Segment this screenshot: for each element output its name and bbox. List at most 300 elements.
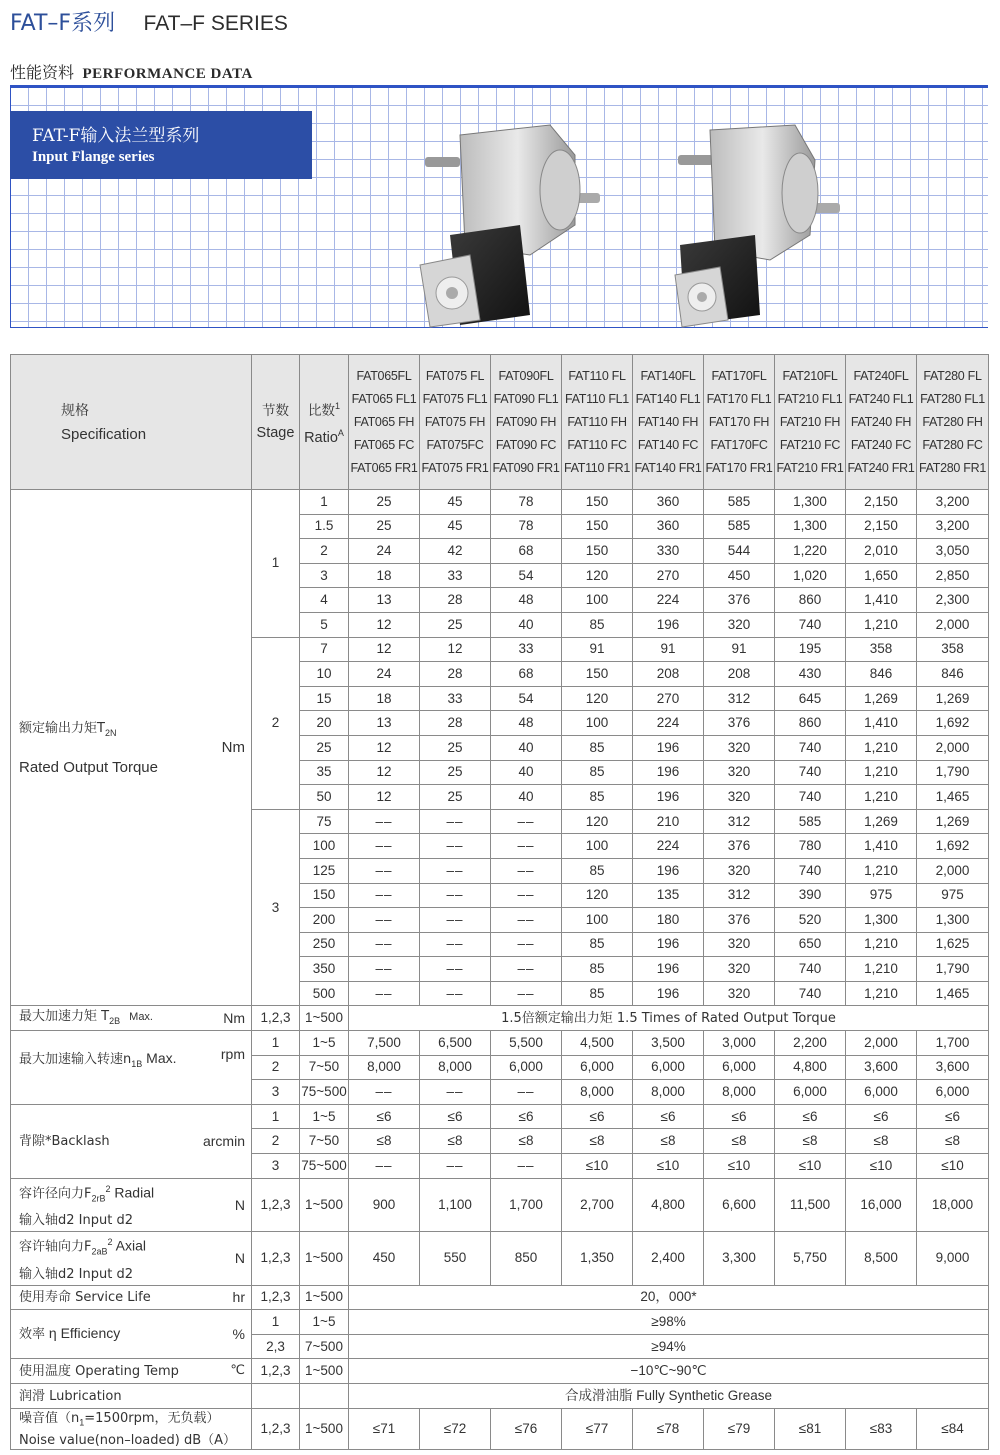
value-cell: ≤6 — [846, 1104, 917, 1129]
axial-unit: N — [234, 1250, 245, 1267]
value-cell: 550 — [420, 1232, 491, 1285]
model-name: FAT140FL — [640, 368, 696, 383]
radial-label-input: 输入轴d2 Input d2 — [19, 1213, 133, 1229]
value-cell: 196 — [633, 957, 704, 982]
value-cell: 312 — [704, 883, 775, 908]
value-cell: 1,410 — [846, 588, 917, 613]
ratio-cell: 25 — [300, 735, 349, 760]
stage-cell: 2,3 — [252, 1334, 300, 1359]
section-title-en: PERFORMANCE DATA — [82, 66, 253, 82]
value-cell: 1,790 — [917, 957, 989, 982]
value-cell: 270 — [633, 686, 704, 711]
model-name: FAT240 FL1 — [848, 391, 914, 406]
value-cell: 100 — [562, 588, 633, 613]
stage-cell: 1 — [252, 1104, 300, 1129]
model-header — [775, 355, 846, 490]
model-name: FAT065 FL1 — [351, 391, 417, 406]
value-cell: 850 — [491, 1232, 562, 1285]
value-cell: 2,300 — [917, 588, 989, 613]
value-cell: –– — [349, 883, 420, 908]
axial-sup: 2 — [107, 1237, 113, 1248]
model-header — [562, 355, 633, 490]
value-cell: ≤10 — [704, 1154, 775, 1179]
model-header — [846, 355, 917, 490]
value-cell: 196 — [633, 981, 704, 1006]
value-cell: 3,300 — [704, 1232, 775, 1285]
value-cell: –– — [420, 834, 491, 859]
value-cell: ≤6 — [704, 1104, 775, 1129]
value-cell: 13 — [349, 588, 420, 613]
value-cell: 1,100 — [420, 1178, 491, 1231]
model-header — [704, 355, 775, 490]
value-cell: 1,210 — [846, 612, 917, 637]
value-cell: 6,000 — [775, 1080, 846, 1105]
model-name: FAT065 FC — [353, 437, 415, 452]
ratio-cell: 250 — [300, 932, 349, 957]
value-cell: 150 — [562, 539, 633, 564]
value-cell: 28 — [420, 588, 491, 613]
value-cell: –– — [420, 908, 491, 933]
value-cell: 40 — [491, 612, 562, 637]
ratio-header-en: Ratio — [304, 429, 338, 446]
value-cell: 85 — [562, 981, 633, 1006]
value-cell: 6,500 — [420, 1031, 491, 1056]
model-name: FAT280 FL1 — [920, 391, 985, 406]
operating-temp-unit: ℃ — [230, 1363, 245, 1379]
value-cell: 8,500 — [846, 1232, 917, 1285]
value-cell: 1,210 — [846, 932, 917, 957]
value-cell: –– — [491, 834, 562, 859]
value-cell: –– — [349, 908, 420, 933]
value-cell: 1,269 — [846, 809, 917, 834]
model-name: FAT065 FH — [353, 414, 415, 429]
value-cell: 25 — [349, 490, 420, 515]
ratio-cell: 1~500 — [300, 1232, 349, 1285]
model-header — [420, 355, 491, 490]
value-cell: ≤84 — [917, 1408, 989, 1450]
ratio-cell: 75 — [300, 809, 349, 834]
value-cell: 210 — [633, 809, 704, 834]
value-cell: –– — [349, 834, 420, 859]
value-cell: 2,850 — [917, 563, 989, 588]
ratio-cell: 1~500 — [300, 1408, 349, 1450]
model-name: FAT140 FR1 — [634, 460, 702, 475]
value-cell: 3,600 — [917, 1055, 989, 1080]
ratio-cell: 1.5 — [300, 514, 349, 539]
value-cell: 360 — [633, 490, 704, 515]
section-title — [10, 60, 253, 83]
value-cell: 33 — [420, 563, 491, 588]
value-cell: 85 — [562, 785, 633, 810]
value-cell: 320 — [704, 760, 775, 785]
value-cell: 846 — [917, 662, 989, 687]
rated-torque-unit: Nm — [221, 738, 245, 756]
model-name: FAT065 FR1 — [350, 460, 418, 475]
value-cell: 320 — [704, 785, 775, 810]
model-name: FAT110 FR1 — [563, 460, 630, 475]
ratio-cell: 150 — [300, 883, 349, 908]
value-cell: ≤77 — [562, 1408, 633, 1450]
table-row — [11, 355, 989, 490]
input-speed-sub: 1B — [131, 1058, 143, 1069]
stage-cell: 1 — [252, 1031, 300, 1056]
model-name: FAT065FL — [356, 368, 412, 383]
value-cell: 12 — [349, 735, 420, 760]
value-cell: 3,000 — [704, 1031, 775, 1056]
value-cell: 48 — [491, 711, 562, 736]
value-cell: 2,400 — [633, 1232, 704, 1285]
table-row — [11, 1006, 989, 1031]
stage-cell: 1 — [252, 490, 300, 638]
value-cell: –– — [491, 908, 562, 933]
value-cell: 320 — [704, 735, 775, 760]
value-cell: 1,790 — [917, 760, 989, 785]
value-cell: 1,300 — [775, 514, 846, 539]
value-cell: ≤10 — [633, 1154, 704, 1179]
model-name: FAT075FC — [426, 437, 484, 452]
value-cell: 224 — [633, 711, 704, 736]
model-header — [633, 355, 704, 490]
value-cell: 780 — [775, 834, 846, 859]
service-life-value — [349, 1285, 989, 1310]
ratio-cell: 1~5 — [300, 1310, 349, 1335]
value-cell: 312 — [704, 686, 775, 711]
value-cell: 1,410 — [846, 834, 917, 859]
ratio-header-zh: 比数 — [307, 403, 335, 419]
value-cell: 430 — [775, 662, 846, 687]
value-cell: 196 — [633, 735, 704, 760]
model-name: FAT240 FH — [850, 414, 912, 429]
ratio-cell: 7~50 — [300, 1055, 349, 1080]
value-cell: 360 — [633, 514, 704, 539]
noise-sub: 1 — [79, 1417, 85, 1428]
value-cell: ≤8 — [704, 1129, 775, 1154]
table-row — [11, 1104, 989, 1129]
value-cell: 320 — [704, 858, 775, 883]
value-cell: 224 — [633, 588, 704, 613]
value-cell: 1,269 — [846, 686, 917, 711]
value-cell: 8,000 — [420, 1055, 491, 1080]
value-cell: 78 — [491, 490, 562, 515]
value-cell: 150 — [562, 514, 633, 539]
service-life-value-text: 20，000* — [640, 1289, 697, 1305]
model-name: FAT280 FR1 — [919, 460, 986, 475]
value-cell: 18 — [349, 686, 420, 711]
value-cell: 585 — [704, 514, 775, 539]
model-name: FAT170 FH — [708, 414, 770, 429]
value-cell: 28 — [420, 711, 491, 736]
accel-torque-unit: Nm — [223, 1010, 245, 1027]
value-cell: 975 — [846, 883, 917, 908]
noise-label-pre: 噪音值（n — [19, 1410, 80, 1426]
value-cell: –– — [491, 1154, 562, 1179]
rated-torque-label — [11, 490, 252, 1006]
spec-header-en: Specification — [61, 425, 147, 443]
value-cell: 195 — [775, 637, 846, 662]
accel-torque-value — [349, 1006, 989, 1031]
model-name: FAT280 FL — [923, 368, 982, 383]
value-cell: 5,750 — [775, 1232, 846, 1285]
service-life-unit: hr — [232, 1289, 245, 1306]
value-cell: 6,000 — [846, 1080, 917, 1105]
operating-temp-value — [349, 1359, 989, 1384]
model-name: FAT170FL — [711, 368, 767, 383]
value-cell: 8,000 — [704, 1080, 775, 1105]
value-cell: 270 — [633, 563, 704, 588]
ratio-cell: 1~5 — [300, 1104, 349, 1129]
value-cell: 33 — [420, 686, 491, 711]
value-cell: 85 — [562, 858, 633, 883]
radial-unit: N — [234, 1196, 245, 1213]
model-name: FAT240 FC — [850, 437, 912, 452]
model-name: FAT140 FC — [637, 437, 699, 452]
value-cell: –– — [349, 932, 420, 957]
value-cell: 3,050 — [917, 539, 989, 564]
value-cell: 25 — [420, 612, 491, 637]
efficiency-label-en: Efficiency — [60, 1325, 121, 1342]
value-cell: 2,000 — [846, 1031, 917, 1056]
value-cell: 740 — [775, 735, 846, 760]
value-cell: ≤6 — [491, 1104, 562, 1129]
value-cell: 1,220 — [775, 539, 846, 564]
value-cell: 16,000 — [846, 1178, 917, 1231]
model-name: FAT090 FL1 — [493, 391, 559, 406]
value-cell: 650 — [775, 932, 846, 957]
value-cell: ≤8 — [420, 1129, 491, 1154]
value-cell: 2,000 — [917, 735, 989, 760]
model-name: FAT075 FL — [425, 368, 485, 383]
ratio-cell: 10 — [300, 662, 349, 687]
axial-label-zh: 容许轴向力F — [19, 1239, 92, 1255]
lubrication-value-text: 合成滑油脂 Fully Synthetic Grease — [564, 1387, 773, 1403]
stage-cell: 1,2,3 — [252, 1359, 300, 1384]
value-cell: 1,625 — [917, 932, 989, 957]
value-cell: 25 — [420, 760, 491, 785]
accel-torque-sub: 2B — [109, 1016, 121, 1027]
value-cell: 6,000 — [704, 1055, 775, 1080]
value-cell: 91 — [633, 637, 704, 662]
ratio-cell: 125 — [300, 858, 349, 883]
ratio-cell: 20 — [300, 711, 349, 736]
table-row — [11, 1178, 989, 1231]
value-cell: ≤8 — [491, 1129, 562, 1154]
value-cell: 740 — [775, 858, 846, 883]
ratio-cell: 1~500 — [300, 1359, 349, 1384]
input-speed-unit: rpm — [220, 1046, 245, 1063]
ratio-footnote-en: A — [337, 428, 344, 438]
series-title-en: FAT–F SERIES — [143, 12, 288, 35]
value-cell: 1,210 — [846, 858, 917, 883]
model-name: FAT240FL — [853, 368, 909, 383]
value-cell: ≤79 — [704, 1408, 775, 1450]
value-cell: 54 — [491, 686, 562, 711]
value-cell: 1,300 — [775, 490, 846, 515]
value-cell: ≤6 — [917, 1104, 989, 1129]
value-cell: 1,650 — [846, 563, 917, 588]
value-cell: 91 — [704, 637, 775, 662]
value-cell: ≤76 — [491, 1408, 562, 1450]
value-cell: 6,000 — [917, 1080, 989, 1105]
value-cell: 390 — [775, 883, 846, 908]
value-cell: ≤10 — [775, 1154, 846, 1179]
value-cell: –– — [349, 1080, 420, 1105]
value-cell: 68 — [491, 539, 562, 564]
value-cell: 85 — [562, 957, 633, 982]
ratio-cell: 1~5 — [300, 1031, 349, 1056]
axial-label-en: Axial — [112, 1237, 146, 1254]
model-name: FAT210 FH — [779, 414, 841, 429]
value-cell: 196 — [633, 612, 704, 637]
model-name: FAT210 FR1 — [776, 460, 844, 475]
model-header — [917, 355, 989, 490]
efficiency-value: ≥98% — [349, 1310, 989, 1335]
banner-title-en: Input Flange series — [32, 149, 155, 165]
value-cell: 18 — [349, 563, 420, 588]
accel-torque-value-text: 1.5倍额定输出力矩 1.5 Times of Rated Output Torque — [501, 1010, 836, 1026]
value-cell: 1,210 — [846, 957, 917, 982]
value-cell: 25 — [420, 735, 491, 760]
value-cell: ≤6 — [775, 1104, 846, 1129]
value-cell: 40 — [491, 735, 562, 760]
value-cell: 645 — [775, 686, 846, 711]
value-cell: ≤8 — [633, 1129, 704, 1154]
spec-header — [11, 355, 252, 490]
value-cell: 8,000 — [349, 1055, 420, 1080]
value-cell: 85 — [562, 612, 633, 637]
value-cell: 1,210 — [846, 785, 917, 810]
table-row — [11, 1285, 989, 1310]
value-cell: 1,700 — [917, 1031, 989, 1056]
value-cell: 120 — [562, 686, 633, 711]
value-cell: 1,700 — [491, 1178, 562, 1231]
value-cell: 120 — [562, 883, 633, 908]
accel-torque-label — [11, 1006, 252, 1031]
value-cell: ≤72 — [420, 1408, 491, 1450]
stage-cell: 2 — [252, 1129, 300, 1154]
ratio-cell: 100 — [300, 834, 349, 859]
value-cell: 4,800 — [775, 1055, 846, 1080]
value-cell: 33 — [491, 637, 562, 662]
ratio-cell: 15 — [300, 686, 349, 711]
operating-temp-value-text: −10℃~90℃ — [630, 1363, 707, 1379]
value-cell: ≤6 — [633, 1104, 704, 1129]
ratio-cell — [300, 1383, 349, 1408]
value-cell: 24 — [349, 539, 420, 564]
value-cell: 85 — [562, 760, 633, 785]
radial-force-label — [11, 1178, 252, 1231]
input-speed-label-zh: 最大加速输入转速n — [19, 1051, 132, 1067]
stage-cell: 1,2,3 — [252, 1232, 300, 1285]
model-name: FAT280 FC — [922, 437, 983, 452]
table-row — [11, 1232, 989, 1285]
table-row — [11, 1031, 989, 1056]
value-cell: 450 — [704, 563, 775, 588]
lubrication-label — [11, 1383, 252, 1408]
model-name: FAT210 FC — [779, 437, 841, 452]
model-name: FAT110 FH — [567, 414, 627, 429]
efficiency-eta: η — [45, 1325, 61, 1342]
accel-torque-max: Max. — [126, 1011, 153, 1024]
model-name: FAT090 FC — [495, 437, 557, 452]
value-cell: 740 — [775, 612, 846, 637]
ratio-cell: 2 — [300, 539, 349, 564]
product-banner — [10, 85, 988, 328]
banner-title-zh: FAT-F输入法兰型系列 — [32, 126, 200, 146]
value-cell: –– — [491, 981, 562, 1006]
value-cell: 18,000 — [917, 1178, 989, 1231]
ratio-cell: 50 — [300, 785, 349, 810]
value-cell: 45 — [420, 490, 491, 515]
value-cell: 13 — [349, 711, 420, 736]
value-cell: 40 — [491, 785, 562, 810]
value-cell: 100 — [562, 711, 633, 736]
value-cell: 3,600 — [846, 1055, 917, 1080]
model-name: FAT170FC — [710, 437, 768, 452]
value-cell: 120 — [562, 809, 633, 834]
value-cell: 3,200 — [917, 490, 989, 515]
value-cell: ≤10 — [562, 1154, 633, 1179]
value-cell: 78 — [491, 514, 562, 539]
value-cell: 1,465 — [917, 785, 989, 810]
ratio-cell: 350 — [300, 957, 349, 982]
value-cell: 42 — [420, 539, 491, 564]
value-cell: 320 — [704, 957, 775, 982]
axial-force-label — [11, 1232, 252, 1285]
value-cell: 4,500 — [562, 1031, 633, 1056]
axial-sub: 2aB — [91, 1246, 108, 1257]
model-name: FAT110 FL — [568, 368, 626, 383]
model-name: FAT075 FR1 — [421, 460, 489, 475]
value-cell: ≤8 — [917, 1129, 989, 1154]
value-cell: 2,000 — [917, 612, 989, 637]
value-cell: –– — [491, 883, 562, 908]
model-header — [491, 355, 562, 490]
value-cell: 12 — [420, 637, 491, 662]
model-name: FAT075 FH — [424, 414, 486, 429]
series-title-zh: FAT–F系列 — [10, 11, 116, 36]
value-cell: 196 — [633, 785, 704, 810]
value-cell: 28 — [420, 662, 491, 687]
value-cell: 85 — [562, 735, 633, 760]
value-cell: 376 — [704, 908, 775, 933]
value-cell: 2,000 — [917, 858, 989, 883]
radial-label-en: Radial — [110, 1184, 155, 1201]
value-cell: 900 — [349, 1178, 420, 1231]
value-cell: ≤6 — [562, 1104, 633, 1129]
value-cell: 376 — [704, 834, 775, 859]
noise-label — [11, 1408, 252, 1450]
ratio-cell: 500 — [300, 981, 349, 1006]
value-cell: 376 — [704, 588, 775, 613]
model-name: FAT090 FH — [495, 414, 557, 429]
model-header — [349, 355, 420, 490]
banner-label — [10, 111, 312, 179]
value-cell: 12 — [349, 637, 420, 662]
value-cell: ≤8 — [349, 1129, 420, 1154]
ratio-cell: 1~500 — [300, 1006, 349, 1031]
model-name: FAT075 FL1 — [422, 391, 488, 406]
value-cell: 3,200 — [917, 514, 989, 539]
value-cell: 48 — [491, 588, 562, 613]
value-cell: 135 — [633, 883, 704, 908]
value-cell: 2,150 — [846, 490, 917, 515]
stage-header — [252, 355, 300, 490]
section-title-zh: 性能资料 — [10, 63, 75, 82]
ratio-cell: 1~500 — [300, 1178, 349, 1231]
value-cell: 68 — [491, 662, 562, 687]
value-cell: 585 — [775, 809, 846, 834]
gearbox-image-left — [410, 115, 610, 330]
